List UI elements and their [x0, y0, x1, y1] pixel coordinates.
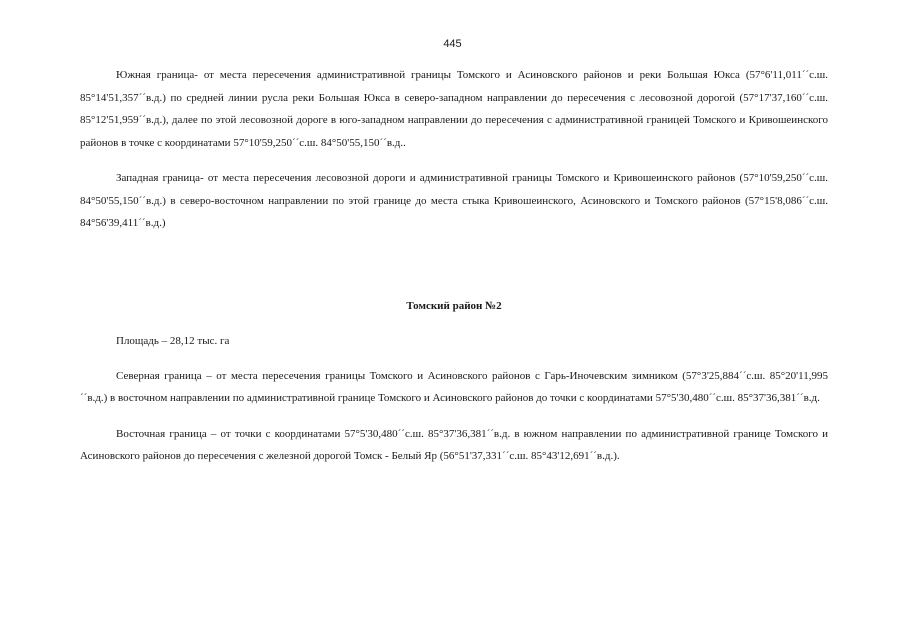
paragraph-west-border: Западная граница- от места пересечения лесовозной дороги и административной границы Томского и Кривошеинского районов (57°10'59,250´´с.ш. 84°50'55,150´´в.д.) в северо-восточном направлении по этой границе до места стыка Кривошеинского, Асиновского и Томского районов (57°15'8,086´´с.ш. 84°56'39,411´´в.д.): [80, 172, 828, 229]
area-line: Площадь – 28,12 тыс. га: [116, 334, 230, 347]
paragraph-spacer: [80, 410, 828, 423]
section-heading: Томский район №2: [406, 299, 502, 312]
paragraph-spacer: [80, 352, 828, 365]
paragraph-spacer: [80, 317, 828, 330]
paragraph-north-border: Северная граница – от места пересечения границы Томского и Асиновского районов с Гарь-Иночевским зимником (57°3'25,884´´с.ш. 85°20'11,995´´в.д.) в восточном направлении по административной границе Томского и Асиновского районов до точки с координатами 57°5'30,480´´с.ш. 85°37'36,381´´в.д.: [80, 369, 828, 404]
paragraph-south-border: Южная граница- от места пересечения административной границы Томского и Асиновского районов и реки Большая Юкса (57°6'11,011´´с.ш. 85°14'51,357´´в.д.) по средней линии русла реки Большая Юкса в северо-западном направлении до пересечения с лесовозной дорогой (57°17'37,160´´с.ш. 85°12'51,959´´в.д.), далее по этой лесовозной дороге в юго-западном направлении до пересечения с административной границей Томского и Кривошеинского районов в точке с координатами 57°10'59,250´´с.ш. 84°50'55,150´´в.д..: [80, 69, 828, 149]
section-spacer: [80, 235, 828, 295]
paragraph-east-border: Восточная граница – от точки с координатами 57°5'30,480´´с.ш. 85°37'36,381´´в.д. в южном направлении по административной границе Томского и Асиновского районов до пересечения с железной дорогой Томск - Белый Яр (56°51'37,331´´с.ш. 85°43'12,691´´в.д.).: [80, 427, 828, 462]
document-body: [80, 64, 828, 468]
paragraph-spacer: [80, 154, 828, 167]
page-number: 445: [443, 38, 462, 50]
